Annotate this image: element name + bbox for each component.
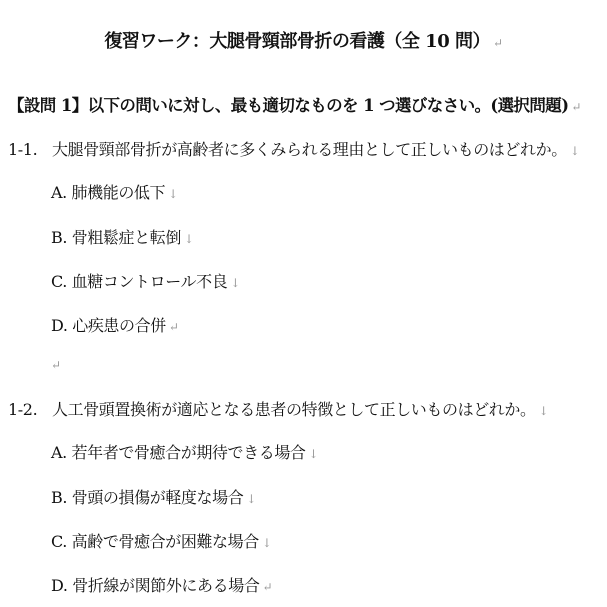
option-text: B. 骨頭の損傷が軽度な場合 (51, 488, 244, 507)
paragraph-mark-icon: ↵ (571, 100, 581, 114)
paragraph-mark-icon: ↵ (262, 580, 273, 594)
option-1-1-a (51, 180, 178, 203)
line-break-mark-icon: ↓ (261, 536, 272, 550)
line-break-mark-icon: ↓ (308, 447, 319, 461)
option-1-1-d (51, 313, 179, 336)
line-break-mark-icon: ↓ (246, 492, 256, 506)
question-1-1 (8, 137, 579, 160)
paragraph-mark-icon: ↵ (51, 358, 62, 372)
paragraph-mark-icon: ↵ (168, 320, 179, 334)
question-1-2 (8, 397, 548, 420)
question-number: 1-1. (8, 140, 38, 159)
question-text: 人工骨頭置換術が適応となる患者の特徴として正しいものはどれか。 (52, 400, 536, 419)
paragraph-mark-icon: ↵ (493, 36, 503, 50)
line-break-mark-icon: ↓ (183, 232, 194, 246)
instruction-text: 【設問 1】以下の問いに対し、最も適切なものを 1 つ選びなさい。(選択問題) (8, 96, 569, 115)
option-1-2-d (51, 573, 272, 596)
option-1-2-b (51, 485, 256, 508)
line-break-mark-icon: ↓ (168, 187, 178, 201)
option-text: C. 血糖コントロール不良 (51, 272, 228, 291)
option-1-1-b (51, 225, 194, 248)
option-text: D. 骨折線が関節外にある場合 (51, 576, 260, 595)
question-text: 大腿骨頸部骨折が高齢者に多くみられる理由として正しいものはどれか。 (52, 140, 567, 159)
option-text: A. 肺機能の低下 (51, 183, 166, 202)
empty-paragraph (51, 358, 61, 372)
option-text: A. 若年者で骨癒合が期待できる場合 (51, 443, 306, 462)
option-1-2-a (51, 440, 318, 463)
option-text: B. 骨粗鬆症と転倒 (51, 228, 181, 247)
option-1-1-c (51, 269, 240, 292)
option-text: C. 高齢で骨癒合が困難な場合 (51, 532, 259, 551)
line-break-mark-icon: ↓ (569, 144, 580, 158)
question-number: 1-2. (8, 400, 38, 419)
line-break-mark-icon: ↓ (538, 404, 549, 418)
section-instruction (8, 92, 581, 116)
option-1-2-c (51, 529, 272, 552)
worksheet-title-text: 復習ワーク：大腿骨頸部骨折の看護（全 10 問） (104, 31, 491, 52)
line-break-mark-icon: ↓ (230, 276, 240, 290)
option-text: D. 心疾患の合併 (51, 316, 166, 335)
worksheet-title (0, 27, 607, 53)
